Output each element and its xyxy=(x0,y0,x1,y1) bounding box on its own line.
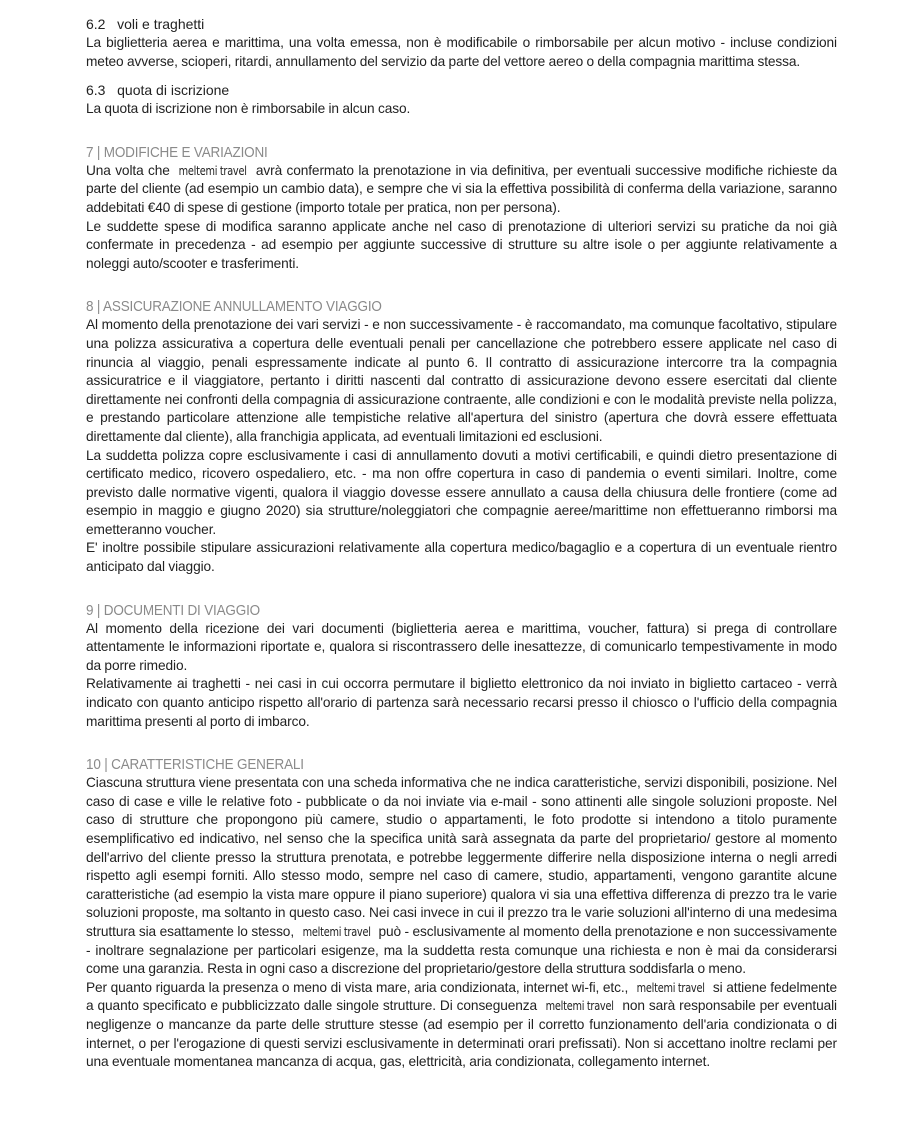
paragraph-8-3: E' inoltre possibile stipulare assicurazioni relativamente alla copertura medico/bagaglio e a copertura di un eventuale rientro anticipato dal viaggio. xyxy=(86,540,837,575)
subsection-title-6-2: 6.2 voli e traghetti xyxy=(86,16,205,32)
paragraph-7-2: Le suddette spese di modifica saranno applicate anche nel caso di prenotazione di ulteriori servizi su pratiche da noi già confermate in precedenza - ad esempio per aggiunte successive di strutture su altre isole o per aggiunte relativamente a noleggi auto/scooter e trasferimenti. xyxy=(86,218,837,271)
subsection-title-6-3: 6.3 quota di iscrizione xyxy=(86,82,230,99)
brand-name: meltemi travel xyxy=(636,979,705,995)
section-heading-8: 8 | ASSICURAZIONE ANNULLAMENTO VIAGGIO xyxy=(86,298,382,316)
paragraph-6-2: La biglietteria aerea e marittima, una volta emessa, non è modificabile o rimborsabile per alcun motivo - incluse condizioni meteo avverse, scioperi, ritardi, annullamento del servizio da parte del vettore aereo o della compagnia marittima stessa. xyxy=(86,35,837,69)
paragraph-8-1: Al momento della prenotazione dei vari servizi - e non successivamente - è raccomandato, ma comunque facoltativo, stipulare una polizza assicurativa a copertura delle eventuali penali per cancellazione che potrebbero essere applicate nel caso di rinuncia al viaggio, penali espressamente indicate al punto 6. Il contratto di assicurazione intercorre tra la compagnia assicuratrice e il viaggiatore, pertanto i diritti nascenti dal contratto di assicurazione devono essere esercitati dal cliente direttamente nei confronti della compagnia di assicurazione contraente, alle condizioni e con le modalità previste nella polizza, e prestando particolare attenzione alle tempistiche relative all'apertura del sinistro (apertura che dovrà essere effettuata direttamente dal cliente), alla franchigia applicata, ad eventuali limitazioni ed esclusioni. xyxy=(86,317,837,444)
brand-name: meltemi travel xyxy=(178,162,247,178)
paragraph-8-2: La suddetta polizza copre esclusivamente i casi di annullamento dovuti a motivi certificabili, e quindi dietro presentazione di certificato medico, ricovero ospedaliero, etc. - ma non offre copertura in caso di pandemia o eventi similari. Inoltre, come previsto dalle normative vigenti, qualora il viaggio dovesse essere annullato a causa della chiusura delle frontiere (come ad esempio in maggio e giugno 2020) sia strutture/noleggiatori che compagnie aeree/marittime non effettueranno rimborsi ma emetteranno voucher. xyxy=(86,447,837,537)
paragraph-6-3: La quota di iscrizione non è rimborsabile in alcun caso. xyxy=(86,101,411,117)
paragraph-9-1: Al momento della ricezione dei vari documenti (biglietteria aerea e marittima, voucher, fattura) si prega di controllare attentamente le informazioni riportate e, qualora si riscontrassero delle inesattezze, di comunicarlo tempestivamente in modo da porre rimedio. xyxy=(86,620,837,673)
brand-name: meltemi travel xyxy=(545,998,614,1014)
section-heading-7: 7 | MODIFICHE E VARIAZIONI xyxy=(86,143,268,161)
brand-name: meltemi travel xyxy=(302,923,371,939)
paragraph-7-1: Una volta che meltemi travel avrà confermato la prenotazione in via definitiva, per eventuali successive modifiche richieste da parte del cliente (ad esempio un cambio data), e sempre che vi sia la effettiva possibilità di conferma della variazione, saranno addebitati €40 di spese di gestione (importo totale per pratica, non per persona). xyxy=(86,162,837,215)
paragraph-10-1: Ciascuna struttura viene presentata con una scheda informativa che ne indica caratteristiche, servizi disponibili, posizione. Nel caso di case e ville le relative foto - pubblicate o da noi inviate via e-mail - sono attinenti alle singole soluzioni proposte. Nel caso di strutture che propongono più camere, studio o appartamenti, le foto prodotte si intendono a titolo puramente esemplificativo ed indicativo, nel senso che la specifica unità sarà assegnata da parte del proprietario/ gestore al momento dell'arrivo del cliente presso la struttura prenotata, e potrebbe leggermente differire nella disposizione interna o negli arredi rispetto agli esempi forniti. Allo stesso modo, sempre nel caso di camere, studio, appartamenti, vengono garantite alcune caratteristiche (ad esempio la vista mare oppure il piano superiore) qualora vi sia una effettiva differenza di prezzo tra le varie soluzioni proposte, ma soltanto in questo caso. Nei casi invece in cui il prezzo tra le varie soluzioni all'interno di una medesima struttura sia esattamente lo stesso, meltemi travel può - esclusivamente al momento della prenotazione e non successivamente - inoltrare segnalazione per particolari esigenze, ma la suddetta resta comunque una richiesta e non è mai da considerarsi come una garanzia. Resta in ogni caso a discrezione del proprietario/gestore della struttura soddisfarla o meno. xyxy=(86,775,837,977)
section-heading-10: 10 | CARATTERISTICHE GENERALI xyxy=(86,756,304,774)
section-heading-9: 9 | DOCUMENTI DI VIAGGIO xyxy=(86,601,260,619)
paragraph-10-2: Per quanto riguarda la presenza o meno di vista mare, aria condizionata, internet wi-fi, etc., meltemi travel si attiene fedelmente a quanto specificato e pubblicizzato dalle singole strutture. Di conseguenza meltemi travel non sarà responsabile per eventuali negligenze o mancanze da parte delle strutture stesse (ad esempio per il corretto funzionamento dell'aria condizionata o di internet, o per l'erogazione di questi servizi esclusivamente in determinati orari prefissati). Non si accettano inoltre reclami per una eventuale momentanea mancanza di acqua, gas, elettricità, aria condizionata, collegamento internet. xyxy=(86,979,837,1070)
paragraph-9-2: Relativamente ai traghetti - nei casi in cui occorra permutare il biglietto elettronico da noi inviato in biglietto cartaceo - verrà indicato con quanto anticipo rispetto all'orario di partenza sarà necessario recarsi presso il chiosco o l'ufficio della compagnia marittima presenti al porto di imbarco. xyxy=(86,676,837,729)
